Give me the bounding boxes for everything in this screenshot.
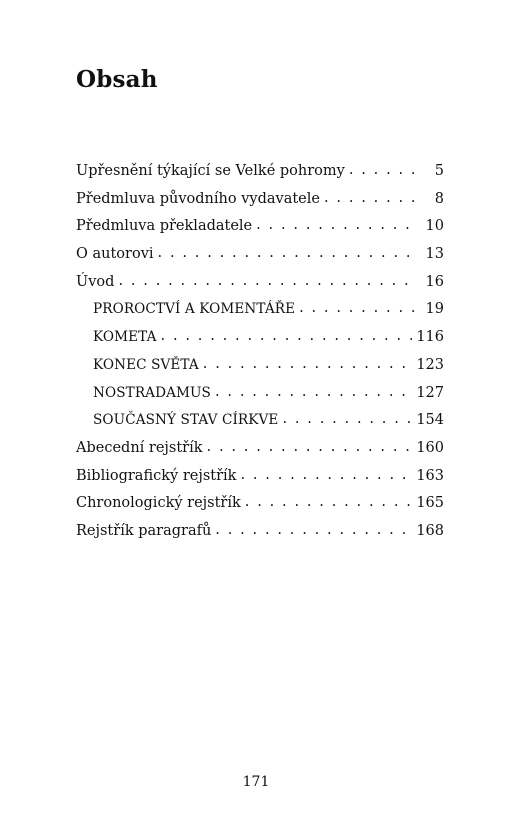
toc-subentry[interactable] bbox=[76, 407, 444, 435]
toc-entry-page: 5 bbox=[434, 163, 444, 179]
dot-leader bbox=[324, 185, 414, 213]
toc-entry-page: 127 bbox=[416, 384, 444, 401]
toc-entry-page: 123 bbox=[416, 356, 444, 373]
page-number: 171 bbox=[242, 774, 270, 790]
toc-subentry[interactable] bbox=[76, 380, 444, 408]
toc-entry-page: 16 bbox=[425, 273, 444, 290]
toc-entry-page: 163 bbox=[416, 467, 444, 484]
toc-entry-page: 13 bbox=[425, 246, 444, 263]
toc-subentry[interactable] bbox=[76, 324, 444, 352]
toc-entry-page: 165 bbox=[416, 495, 444, 512]
toc-entry-page: 116 bbox=[416, 329, 444, 346]
dot-leader bbox=[215, 379, 412, 407]
toc-entry-label: SOUČASNÝ STAV CÍRKVE bbox=[93, 412, 279, 429]
toc-entry-label: Chronologický rejstřík bbox=[76, 495, 241, 512]
toc-entry[interactable] bbox=[76, 463, 444, 491]
toc-entry-page: 160 bbox=[416, 439, 444, 456]
toc-entry-label: O autorovi bbox=[76, 246, 154, 263]
dot-leader bbox=[203, 351, 413, 379]
dot-leader bbox=[349, 157, 414, 185]
toc-entry[interactable] bbox=[76, 186, 444, 214]
toc-entry[interactable] bbox=[76, 518, 444, 546]
toc-entry-page: 19 bbox=[425, 301, 444, 318]
toc-entry[interactable] bbox=[76, 269, 444, 297]
toc-entry-page: 168 bbox=[416, 522, 444, 539]
toc-entry-label: Předmluva původního vydavatele bbox=[76, 190, 320, 207]
dot-leader bbox=[240, 462, 412, 490]
toc-subentry[interactable] bbox=[76, 296, 444, 324]
dot-leader bbox=[282, 406, 412, 434]
toc-entry-label: Abecední rejstřík bbox=[76, 439, 203, 456]
dot-leader bbox=[161, 323, 413, 351]
dot-leader bbox=[215, 517, 412, 545]
toc-entry[interactable] bbox=[76, 241, 444, 269]
toc-entry-label: KOMETA bbox=[93, 329, 157, 346]
toc-entry-label: Bibliografický rejstřík bbox=[76, 467, 237, 484]
toc-entry-page: 154 bbox=[416, 412, 444, 429]
dot-leader bbox=[118, 268, 414, 296]
toc-entry-label: Předmluva překladatele bbox=[76, 218, 253, 235]
toc-entry-label: Úvod bbox=[76, 273, 115, 290]
table-of-contents bbox=[76, 158, 444, 546]
dot-leader bbox=[256, 212, 414, 240]
toc-entry-label: Upřesnění týkající se Velké pohromy bbox=[76, 163, 345, 179]
toc-entry-page: 10 bbox=[425, 218, 444, 235]
dot-leader bbox=[207, 434, 413, 462]
page-title: Obsah bbox=[76, 66, 158, 93]
toc-entry-label: KONEC SVĚTA bbox=[93, 356, 199, 373]
dot-leader bbox=[299, 295, 414, 323]
toc-entry-label: NOSTRADAMUS bbox=[93, 384, 211, 401]
dot-leader bbox=[245, 489, 413, 517]
toc-entry-label: Rejstřík paragrafů bbox=[76, 522, 212, 539]
toc-entry[interactable] bbox=[76, 435, 444, 463]
toc-entry-page: 8 bbox=[434, 190, 444, 207]
toc-entry-label: PROROCTVÍ A KOMENTÁŘE bbox=[93, 301, 296, 318]
toc-entry[interactable] bbox=[76, 490, 444, 518]
dot-leader bbox=[158, 240, 414, 268]
toc-subentry[interactable] bbox=[76, 352, 444, 380]
toc-entry[interactable] bbox=[76, 158, 444, 186]
toc-entry[interactable] bbox=[76, 213, 444, 241]
